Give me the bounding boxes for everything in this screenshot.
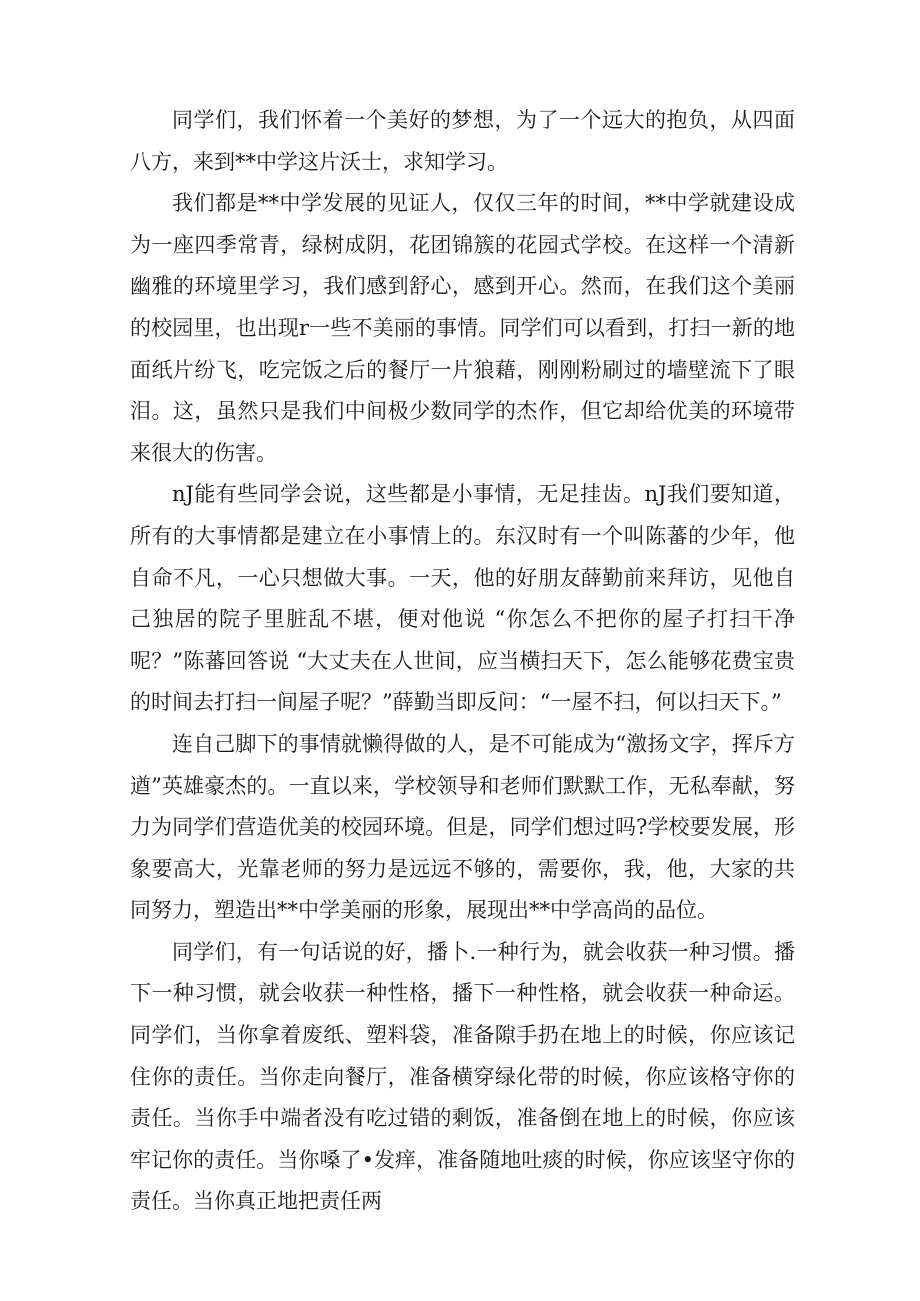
paragraph-4: 连自己脚下的事情就懒得做的人，是不可能成为“激扬文字，挥斥方遒”英雄豪杰的。一直以来，学校领导和老师们默默工作，无私奉献，努力为同学们营造优美的校园环境。但是，同学们想过吗?学校要发展，形象要高大，光靠老师的努力是远远不够的，需要你，我，他，大家的共同努力，塑造出**中学美丽的形象，展现出**中学高尚的品位。 <box>130 731 795 923</box>
paragraph-2: 我们都是**中学发展的见证人，仅仅三年的时间，**中学就建设成为一座四季常青，绿树成阴，花团锦簇的花园式学校。在这样一个清新幽雅的环境里学习，我们感到舒心，感到开心。然而，在我们这个美丽的校园里，也出现r一些不美丽的事情。同学们可以看到，打扫一新的地面纸片纷飞，吃完饭之后的餐厅一片狼藉，刚刚粉刷过的墙壁流下了眼泪。这，虽然只是我们中间极少数同学的杰作，但它却给优美的环境带来很大的伤害。 <box>130 191 795 465</box>
paragraph-5: 同学们，有一句话说的好，播卜.一种行为，就会收获一种习惯。播下一种习惯，就会收获一种性格，播下一种性格，就会收获一种命运。同学们，当你拿着废纸、塑料袋，准备隙手扔在地上的时候，你应该记住你的责任。当你走向餐厅，准备横穿绿化带的时候，你应该格守你的责任。当你手中端者没有吃过错的剩饭，准备倒在地上的时候，你应该牢记你的责任。当你嗓了•发痒，准备随地吐痰的时候，你应该坚守你的责任。当你真正地把责任两 <box>130 939 795 1214</box>
paragraph-3: nJ能有些同学会说，这些都是小事情，无足挂齿。nJ我们要知道，所有的大事情都是建立在小事情上的。东汉时有一个叫陈蕃的少年，他自命不凡，一心只想做大事。一天，他的好朋友薛勤前来拜访，见他自己独居的院子里脏乱不堪，便对他说 “你怎么不把你的屋子打扫干净呢？”陈蕃回答说 “大丈夫在人世间，应当横扫天下，怎么能够花费宝贵的时间去打扫一间屋子呢？”薛勤当即反问：“一屋不扫，何以扫天下。” <box>130 482 795 715</box>
paragraph-1: 同学们，我们怀着一个美好的梦想，为了一个远大的抱负，从四面八方，来到**中学这片沃士，求知学习。 <box>130 108 795 174</box>
document-body <box>130 100 795 1223</box>
